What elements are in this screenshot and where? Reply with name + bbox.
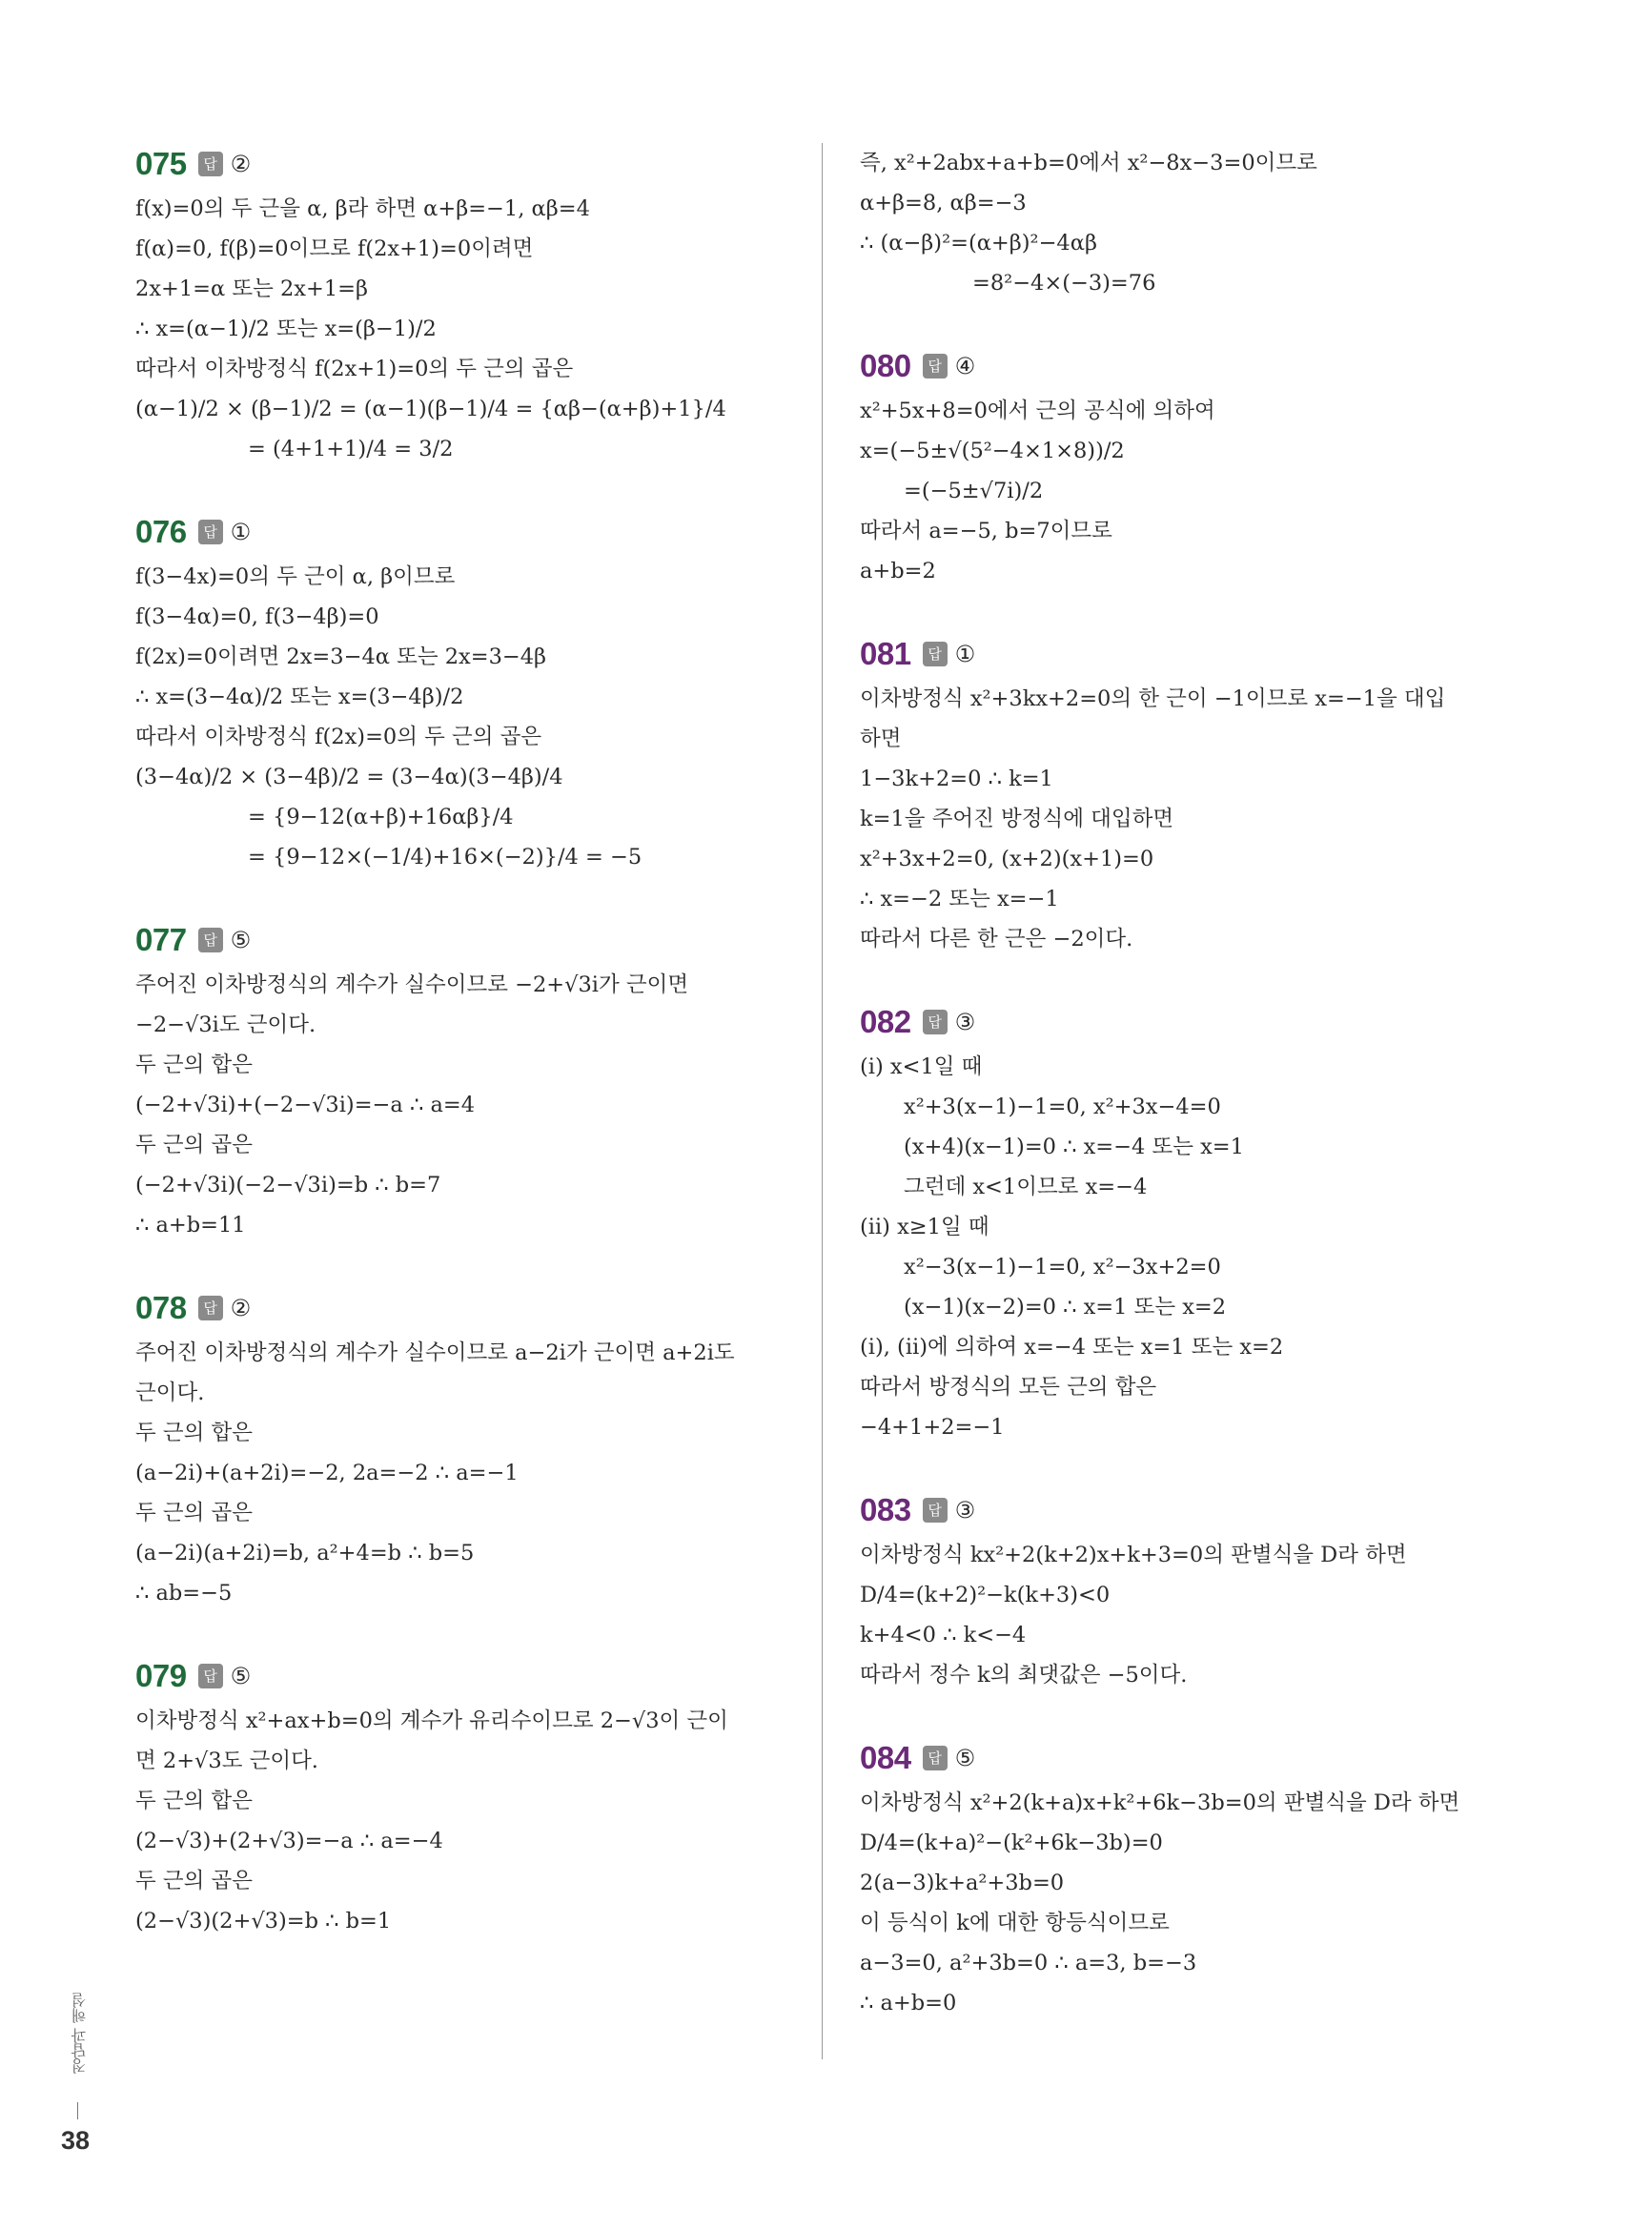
solution-line: ∴ x=(α−1)/2 또는 x=(β−1)/2 — [135, 317, 437, 341]
problem-076 — [135, 511, 803, 877]
problem-080 — [860, 345, 1527, 591]
solution-line: x²+5x+8=0에서 근의 공식에 의하여 — [860, 399, 1215, 423]
answer-choice: ⑤ — [230, 927, 252, 953]
problem-075 — [135, 143, 803, 469]
page-number: 38 — [61, 2126, 91, 2155]
solution-line: D/4=(k+a)²−(k²+6k−3b)=0 — [860, 1831, 1163, 1855]
solution-line: x²−3(x−1)−1=0, x²−3x+2=0 — [904, 1255, 1221, 1279]
answer-choice: ③ — [954, 1497, 976, 1524]
solution-line: x²+3x+2=0, (x+2)(x+1)=0 — [860, 847, 1154, 871]
problem-header — [135, 919, 803, 961]
solution-line: (α−1)/2 × (β−1)/2 = (α−1)(β−1)/4 = {αβ−(α+β)+1}/4 — [135, 397, 726, 421]
answer-badge: 답 — [198, 152, 223, 176]
solution-line: (2−√3)+(2+√3)=−a ∴ a=−4 — [135, 1829, 443, 1853]
problem-header — [860, 1001, 1527, 1043]
problem-header — [135, 1655, 803, 1697]
solution-line: 따라서 a=−5, b=7이므로 — [860, 519, 1112, 543]
answer-badge: 답 — [923, 1010, 948, 1034]
problem-header — [135, 511, 803, 553]
solution-line: 1−3k+2=0 ∴ k=1 — [860, 767, 1053, 791]
solution-line: 2(a−3)k+a²+3b=0 — [860, 1871, 1065, 1895]
side-rule — [77, 2102, 78, 2119]
problem-number: 083 — [860, 1492, 911, 1527]
solution-line: 두 근의 곱은 — [135, 1133, 253, 1157]
solution-line: 주어진 이차방정식의 계수가 실수이므로 −2+√3i가 근이면 — [135, 972, 689, 997]
solution-line: = {9−12(α+β)+16αβ}/4 — [248, 805, 514, 829]
problem-header — [860, 633, 1527, 675]
solution-line: a−3=0, a²+3b=0 ∴ a=3, b=−3 — [860, 1951, 1197, 1975]
answer-badge: 답 — [923, 1746, 948, 1770]
problem-077 — [135, 919, 803, 1245]
solution-line: 따라서 다른 한 근은 −2이다. — [860, 927, 1133, 951]
solution-line: 두 근의 곱은 — [135, 1501, 253, 1525]
column-divider — [822, 143, 823, 2059]
problem-078 — [135, 1287, 803, 1613]
answer-choice: ⑤ — [230, 1663, 252, 1689]
solution-line: 따라서 이차방정식 f(2x)=0의 두 근의 곱은 — [135, 725, 542, 749]
solution-line: (x−1)(x−2)=0 ∴ x=1 또는 x=2 — [904, 1295, 1227, 1320]
solution-line: 두 근의 곱은 — [135, 1869, 253, 1893]
problem-header — [860, 1737, 1527, 1779]
answer-badge: 답 — [923, 1498, 948, 1523]
solution-line: = (4+1+1)/4 = 3/2 — [248, 437, 454, 461]
solution-line: ∴ a+b=0 — [860, 1991, 957, 2015]
solution-line: =(−5±√7i)/2 — [904, 479, 1044, 503]
solution-line: 2x+1=α 또는 2x+1=β — [135, 276, 369, 301]
solution-line: =8²−4×(−3)=76 — [972, 271, 1156, 296]
solution-line: −4+1+2=−1 — [860, 1415, 1005, 1440]
solution-line: x=(−5±√(5²−4×1×8))/2 — [860, 439, 1125, 463]
solution-line: (3−4α)/2 × (3−4β)/2 = (3−4α)(3−4β)/4 — [135, 765, 563, 789]
solution-line: a+b=2 — [860, 559, 936, 583]
solution-line: (a−2i)+(a+2i)=−2, 2a=−2 ∴ a=−1 — [135, 1461, 519, 1485]
solution-line: k=1을 주어진 방정식에 대입하면 — [860, 807, 1174, 831]
solution-line: (x+4)(x−1)=0 ∴ x=−4 또는 x=1 — [904, 1135, 1244, 1159]
problem-header — [860, 1489, 1527, 1531]
solution-line: 따라서 정수 k의 최댓값은 −5이다. — [860, 1663, 1188, 1688]
problem-081 — [860, 633, 1527, 959]
solution-line: D/4=(k+2)²−k(k+3)<0 — [860, 1583, 1111, 1607]
answer-choice: ② — [230, 151, 252, 177]
solution-line: (ⅰ) x<1일 때 — [860, 1054, 983, 1079]
problem-084 — [860, 1737, 1527, 2023]
solution-line: f(x)=0의 두 근을 α, β라 하면 α+β=−1, αβ=4 — [135, 196, 590, 221]
section-label: 정답과 해설 — [71, 1993, 89, 2075]
solution-line: 두 근의 합은 — [135, 1421, 253, 1445]
solution-line: ∴ (α−β)²=(α+β)²−4αβ — [860, 231, 1097, 256]
solution-line: f(3−4x)=0의 두 근이 α, β이므로 — [135, 564, 456, 589]
solution-line: x²+3(x−1)−1=0, x²+3x−4=0 — [904, 1095, 1221, 1119]
answer-choice: ① — [954, 641, 976, 667]
solution-line: 즉, x²+2abx+a+b=0에서 x²−8x−3=0이므로 — [860, 151, 1317, 175]
problem-number: 080 — [860, 348, 911, 383]
solution-line: (−2+√3i)+(−2−√3i)=−a ∴ a=4 — [135, 1093, 476, 1117]
solution-line: f(3−4α)=0, f(3−4β)=0 — [135, 604, 379, 629]
solution-line: (2−√3)(2+√3)=b ∴ b=1 — [135, 1909, 392, 1933]
problem-079 — [135, 1655, 803, 1941]
right-column — [860, 143, 1527, 2065]
solution-line: 면 2+√3도 근이다. — [135, 1749, 318, 1773]
solution-line: 이차방정식 kx²+2(k+2)x+k+3=0의 판별식을 D라 하면 — [860, 1543, 1407, 1567]
answer-badge: 답 — [198, 928, 223, 952]
answer-choice: ④ — [954, 353, 976, 379]
left-column — [135, 143, 803, 1983]
solution-line: ∴ x=−2 또는 x=−1 — [860, 887, 1059, 911]
solution-line: 따라서 방정식의 모든 근의 합은 — [860, 1375, 1157, 1400]
solution-line: k+4<0 ∴ k<−4 — [860, 1623, 1027, 1647]
solution-line: 두 근의 합은 — [135, 1789, 253, 1813]
answer-badge: 답 — [923, 642, 948, 666]
problem-number: 075 — [135, 146, 187, 181]
problem-number: 076 — [135, 514, 187, 549]
problem-header — [135, 1287, 803, 1329]
problem-number: 077 — [135, 922, 187, 957]
solution-line: ∴ x=(3−4α)/2 또는 x=(3−4β)/2 — [135, 685, 464, 709]
problem-header — [135, 143, 803, 185]
answer-choice: ③ — [954, 1009, 976, 1035]
answer-choice: ① — [230, 519, 252, 545]
solution-line: = {9−12×(−1/4)+16×(−2)}/4 = −5 — [248, 845, 642, 869]
solution-line: 이차방정식 x²+ax+b=0의 계수가 유리수이므로 2−√3이 근이 — [135, 1708, 728, 1733]
problem-number: 079 — [135, 1658, 187, 1693]
solution-line: 이 등식이 k에 대한 항등식이므로 — [860, 1911, 1170, 1935]
solution-line: −2−√3i도 근이다. — [135, 1013, 316, 1037]
solution-line: 이차방정식 x²+2(k+a)x+k²+6k−3b=0의 판별식을 D라 하면 — [860, 1790, 1460, 1815]
problem-083 — [860, 1489, 1527, 1695]
solution-line: 두 근의 합은 — [135, 1053, 253, 1077]
solution-line: ∴ a+b=11 — [135, 1213, 246, 1238]
solution-line: 그런데 x<1이므로 x=−4 — [904, 1175, 1148, 1199]
solution-line: α+β=8, αβ=−3 — [860, 191, 1027, 215]
answer-choice: ② — [230, 1295, 252, 1321]
answer-badge: 답 — [923, 354, 948, 378]
solution-line: (ⅱ) x≥1일 때 — [860, 1215, 989, 1239]
answer-badge: 답 — [198, 520, 223, 544]
answer-badge: 답 — [198, 1664, 223, 1688]
problem-header — [860, 345, 1527, 387]
solution-line: 주어진 이차방정식의 계수가 실수이므로 a−2i가 근이면 a+2i도 — [135, 1340, 735, 1365]
solution-line: (a−2i)(a+2i)=b, a²+4=b ∴ b=5 — [135, 1541, 475, 1565]
solution-line: (ⅰ), (ⅱ)에 의하여 x=−4 또는 x=1 또는 x=2 — [860, 1335, 1284, 1360]
problem-number: 084 — [860, 1740, 911, 1775]
problem-number: 082 — [860, 1004, 911, 1039]
solution-line: ∴ ab=−5 — [135, 1581, 233, 1606]
answer-choice: ⑤ — [954, 1745, 976, 1771]
solution-line: (−2+√3i)(−2−√3i)=b ∴ b=7 — [135, 1173, 441, 1197]
solution-line: 이차방정식 x²+3kx+2=0의 한 근이 −1이므로 x=−1을 대입 — [860, 686, 1446, 711]
problem-number: 081 — [860, 636, 911, 671]
problem-number: 078 — [135, 1290, 187, 1325]
solution-line: 근이다. — [135, 1381, 205, 1405]
solution-line: f(α)=0, f(β)=0이므로 f(2x+1)=0이려면 — [135, 236, 534, 261]
problem-079-continued — [860, 143, 1527, 303]
solution-line: f(2x)=0이려면 2x=3−4α 또는 2x=3−4β — [135, 644, 547, 669]
solution-line: 하면 — [860, 726, 902, 751]
answer-badge: 답 — [198, 1296, 223, 1320]
solution-line: 따라서 이차방정식 f(2x+1)=0의 두 근의 곱은 — [135, 357, 574, 381]
problem-082 — [860, 1001, 1527, 1447]
